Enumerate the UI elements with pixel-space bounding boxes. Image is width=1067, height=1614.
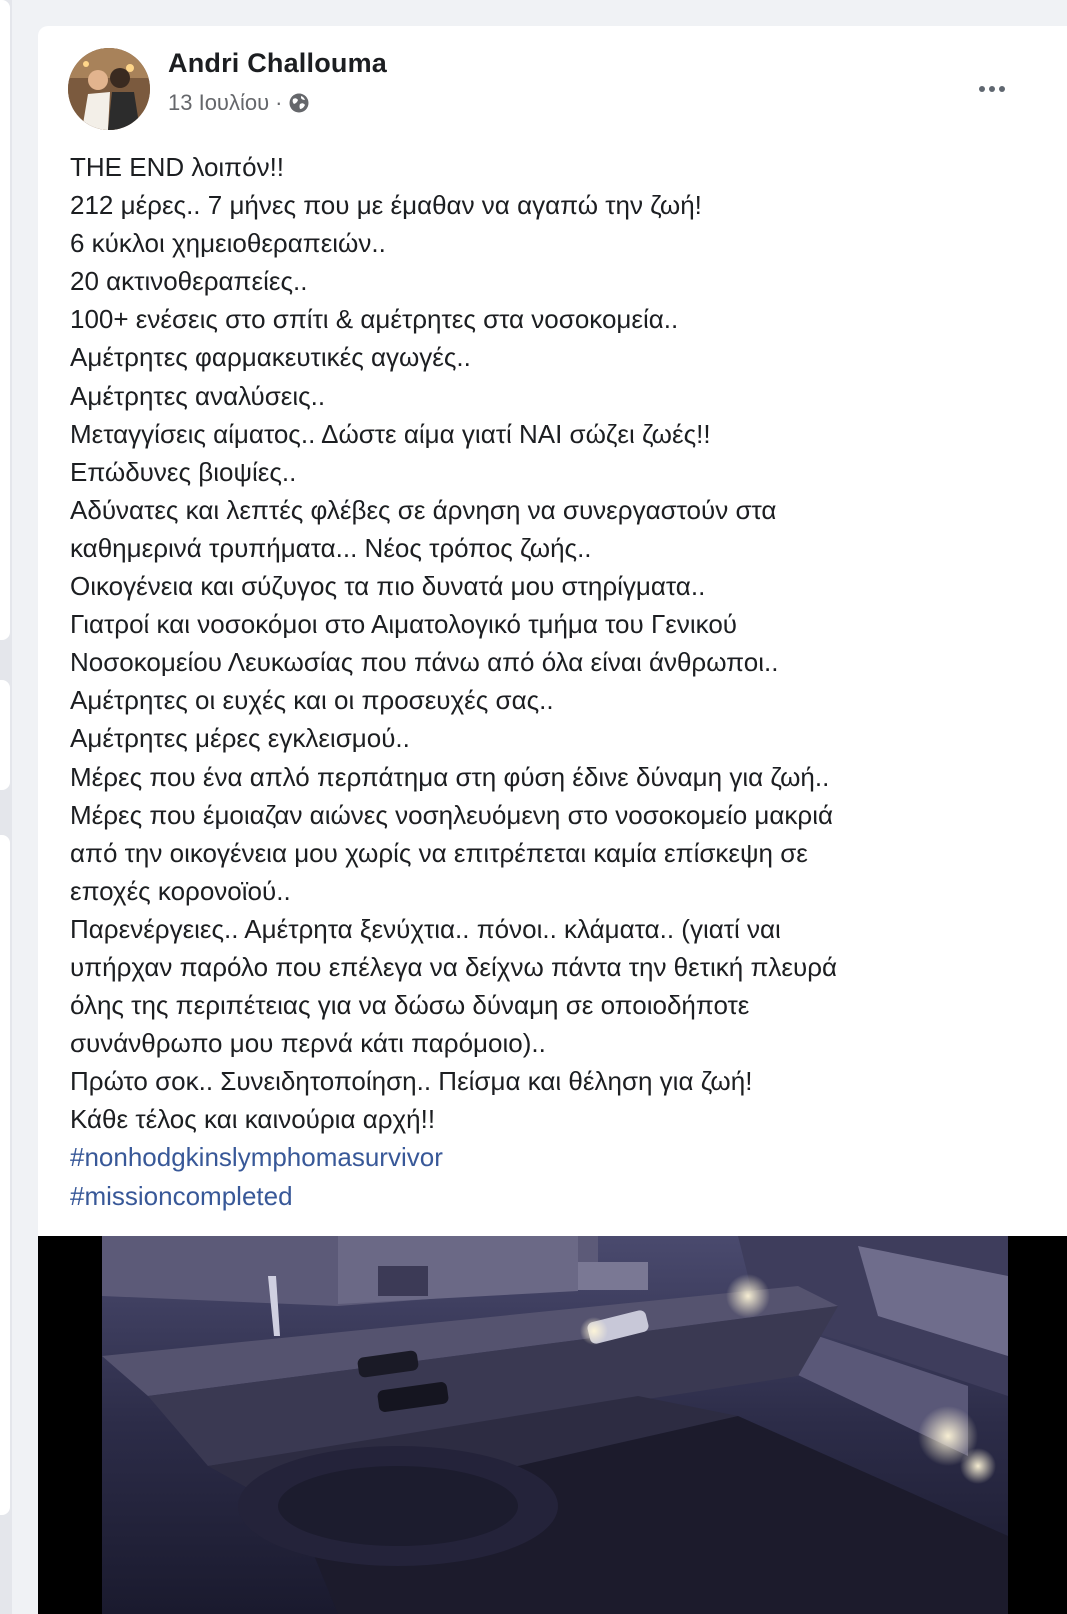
post-text-line: Οικογένεια και σύζυγος τα πιο δυνατά μου στηρίγματα.. bbox=[70, 571, 706, 602]
post-text-line: Κάθε τέλος και καινούρια αρχή!! bbox=[70, 1104, 436, 1135]
post-text-line: εποχές κορονοϊού.. bbox=[70, 875, 291, 906]
post-text-line: Μέρες που ένα απλό περπάτημα στη φύση έδινε δύναμη για ζωή.. bbox=[70, 761, 830, 792]
left-side-card bbox=[0, 835, 10, 1515]
post-text-line: 20 ακτινοθεραπείες.. bbox=[70, 266, 308, 297]
post-header bbox=[68, 48, 1028, 132]
post-text-line: Παρενέργειες.. Αμέτρητα ξενύχτια.. πόνοι.. κλάματα.. (γιατί ναι bbox=[70, 913, 781, 944]
post-text-line: THE END λοιπόν!! bbox=[70, 152, 285, 182]
post-text-line: υπήρχαν παρόλο που επέλεγα να δείχνω πάντα την θετική πλευρά bbox=[70, 951, 838, 982]
globe-icon[interactable] bbox=[288, 92, 310, 114]
post-text-line: καθημερινά τρυπήματα... Νέος τρόπος ζωής.. bbox=[70, 532, 592, 563]
post-text-line: 212 μέρες.. 7 μήνες που με έμαθαν να αγαπώ την ζωή! bbox=[70, 190, 702, 221]
post-text-line: Αμέτρητες αναλύσεις.. bbox=[70, 380, 326, 411]
avatar[interactable] bbox=[68, 48, 150, 130]
post-video[interactable] bbox=[38, 1236, 1067, 1614]
left-side-card bbox=[0, 680, 10, 790]
post-text-line: Επώδυνες βιοψίες.. bbox=[70, 456, 297, 487]
post-text-line: Πρώτο σοκ.. Συνειδητοποίηση.. Πείσμα και θέληση για ζωή! bbox=[70, 1066, 753, 1097]
post-text-line: Αδύνατες και λεπτές φλέβες σε άρνηση να συνεργαστούν στα bbox=[70, 494, 777, 525]
post-text-line: Νοσοκομείου Λευκωσίας που πάνω από όλα είναι άνθρωποι.. bbox=[70, 647, 779, 678]
left-side-card bbox=[0, 0, 10, 640]
more-options-icon[interactable] bbox=[970, 74, 1014, 104]
hashtag-link[interactable]: #nonhodgkinslymphomasurvivor bbox=[70, 1142, 443, 1173]
post-text-line: Μεταγγίσεις αίματος.. Δώστε αίμα γιατί ΝΑΙ σώζει ζωές!! bbox=[70, 418, 711, 449]
post-text bbox=[70, 148, 1030, 1215]
post-text-line: Αμέτρητες φαρμακευτικές αγωγές.. bbox=[70, 342, 471, 373]
post-text-line: συνάνθρωπο μου περνά κάτι παρόμοιο).. bbox=[70, 1028, 546, 1059]
post-text-line: Γιατροί και νοσοκόμοι στο Αιματολογικό τμήμα του Γενικού bbox=[70, 609, 737, 640]
post-text-line: από την οικογένεια μου χωρίς να επιτρέπεται καμία επίσκεψη σε bbox=[70, 837, 808, 868]
hashtag-link[interactable]: #missioncompleted bbox=[70, 1180, 293, 1211]
post-meta bbox=[168, 90, 310, 116]
author-name[interactable]: Andri Challouma bbox=[168, 48, 388, 78]
post-card bbox=[38, 26, 1067, 1614]
meta-separator: · bbox=[275, 90, 283, 115]
post-text-line: όλης της περιπέτειας για να δώσω δύναμη σε οποιοδήποτε bbox=[70, 990, 750, 1021]
post-text-line: Αμέτρητες μέρες εγκλεισμού.. bbox=[70, 723, 410, 754]
post-date[interactable]: 13 Ιουλίου bbox=[168, 90, 270, 115]
post-text-line: 100+ ενέσεις στο σπίτι & αμέτρητες στα νοσοκομεία.. bbox=[70, 304, 679, 335]
post-text-line: Αμέτρητες οι ευχές και οι προσευχές σας.. bbox=[70, 685, 554, 716]
post-text-line: 6 κύκλοι χημειοθεραπειών.. bbox=[70, 228, 386, 259]
post-text-line: Μέρες που έμοιαζαν αιώνες νοσηλευόμενη στο νοσοκομείο μακριά bbox=[70, 799, 834, 830]
